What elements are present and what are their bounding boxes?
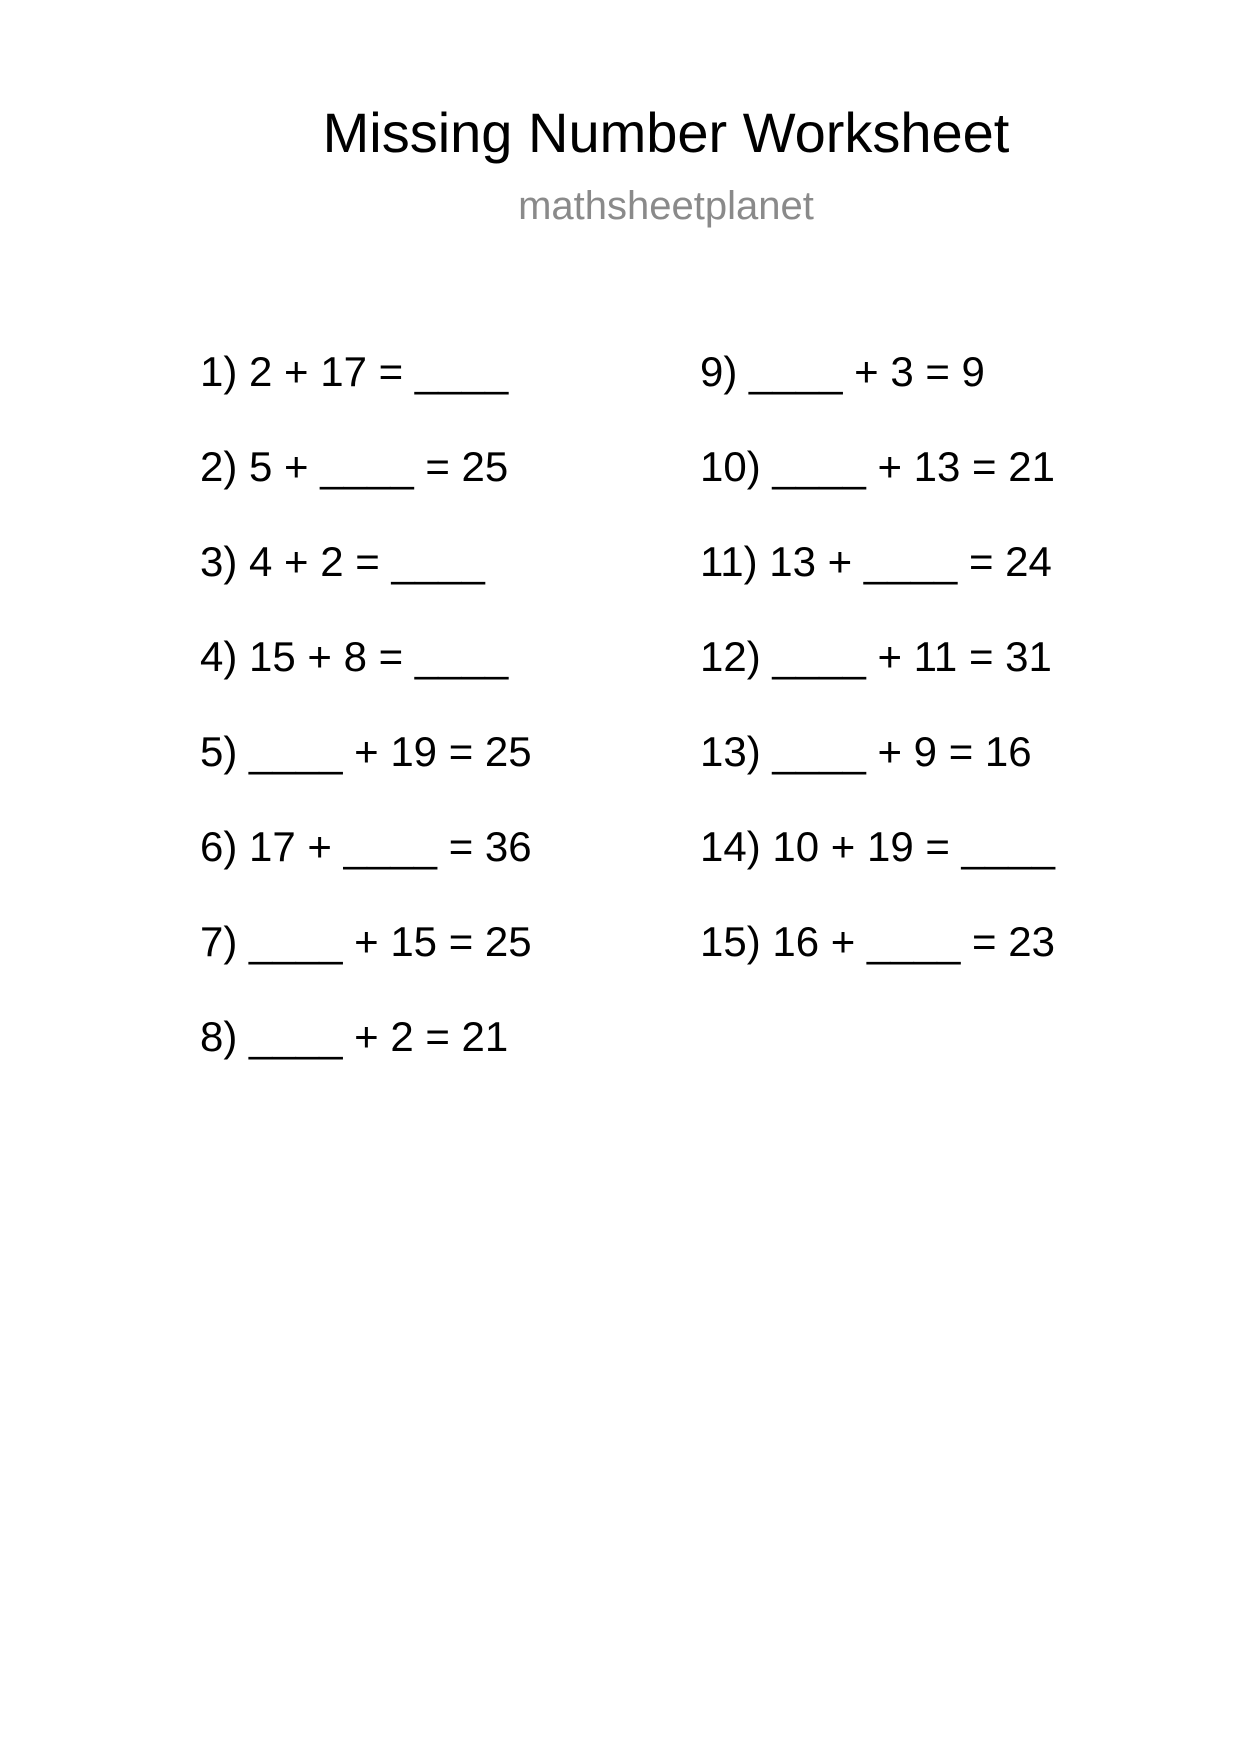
- page-subtitle: mathsheetplanet: [518, 184, 814, 228]
- problem-6: 6) 17 + ____ = 36: [200, 823, 532, 870]
- problem-2: 2) 5 + ____ = 25: [200, 443, 509, 490]
- problem-10: 10) ____ + 13 = 21: [700, 443, 1055, 490]
- problem-1: 1) 2 + 17 = ____: [200, 348, 509, 395]
- page-title: Missing Number Worksheet: [322, 101, 1010, 164]
- problem-4: 4) 15 + 8 = ____: [200, 633, 509, 680]
- problem-3: 3) 4 + 2 = ____: [200, 538, 485, 585]
- problem-7: 7) ____ + 15 = 25: [200, 918, 532, 965]
- problem-5: 5) ____ + 19 = 25: [200, 728, 532, 775]
- problem-14: 14) 10 + 19 = ____: [700, 823, 1055, 870]
- problem-9: 9) ____ + 3 = 9: [700, 348, 985, 395]
- problem-11: 11) 13 + ____ = 24: [700, 538, 1052, 585]
- problem-8: 8) ____ + 2 = 21: [200, 1013, 509, 1060]
- problem-13: 13) ____ + 9 = 16: [700, 728, 1032, 775]
- problem-column-left: [200, 348, 532, 1108]
- problem-15: 15) 16 + ____ = 23: [700, 918, 1055, 965]
- problem-column-right: [700, 348, 1055, 1013]
- problem-12: 12) ____ + 11 = 31: [700, 633, 1052, 680]
